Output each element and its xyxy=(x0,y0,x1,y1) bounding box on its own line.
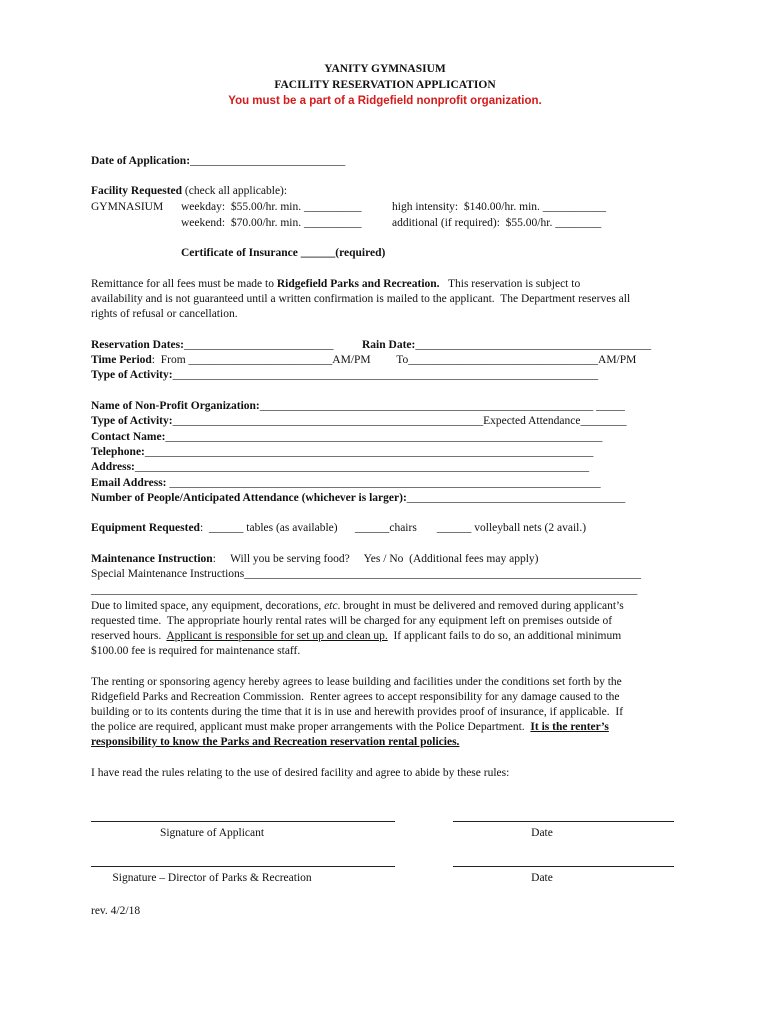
maintenance-label: Maintenance Instruction xyxy=(91,553,213,565)
maintenance-row xyxy=(91,552,538,566)
rain-date-field[interactable]: _________________________________________ xyxy=(415,339,652,351)
attendance-row xyxy=(91,491,625,505)
limited-space-line-1 xyxy=(91,599,624,613)
remittance-text: Remittance for all fees must be made to xyxy=(91,278,277,290)
additional-rate-field[interactable]: additional (if required): $55.00/hr. ________ xyxy=(392,217,602,229)
telephone-field[interactable]: ______________________________________________________________________________ xyxy=(144,446,594,458)
activity-type-field[interactable]: __________________________________________________________________________ xyxy=(172,369,599,381)
remittance-text-post: This reservation is subject to xyxy=(439,278,581,290)
attendance-label: Number of People/Anticipated Attendance (whichever is larger): xyxy=(91,492,407,504)
org-name-row xyxy=(91,399,625,413)
reservation-dates-label: Reservation Dates: xyxy=(91,339,184,351)
email-row xyxy=(91,476,601,490)
telephone-label: Telephone: xyxy=(91,446,145,458)
facility-requested-row xyxy=(91,184,287,198)
contact-name-row xyxy=(91,430,602,444)
director-date-label: Date xyxy=(531,872,553,884)
special-maintenance-field[interactable]: Special Maintenance Instructions_____________________________________________________________________ xyxy=(91,568,642,580)
equipment-field[interactable]: : ______ tables (as available) ______chairs ______ volleyball nets (2 avail.) xyxy=(199,522,587,534)
date-of-application-field[interactable]: ___________________________ xyxy=(190,155,346,167)
renter-responsibility-end: responsibility to know the Parks and Recreation reservation rental policies. xyxy=(91,736,460,748)
limited-space-text: Due to limited space, any equipment, decorations, xyxy=(91,600,325,612)
contact-name-label: Contact Name: xyxy=(91,431,166,443)
weekend-rate-field[interactable]: weekend: $70.00/hr. min. __________ xyxy=(181,217,362,229)
org-activity-row xyxy=(91,414,626,428)
limited-space-line-2: requested time. The appropriate hourly rental rates will be charged for any equipment left on premises outside of xyxy=(91,615,613,627)
agreement-line-4-pre: the police are required, applicant must make proper arrangements with the Police Department. xyxy=(91,721,531,733)
renter-responsibility-start: It is the renter’s xyxy=(530,721,609,733)
remittance-line-1 xyxy=(91,277,580,291)
limited-space-line-3-post: If applicant fails to do so, an additional minimum xyxy=(387,630,622,642)
rules-statement: I have read the rules relating to the use of desired facility and agree to abide by these rules: xyxy=(91,767,510,779)
attendance-field[interactable]: ______________________________________ xyxy=(406,492,626,504)
limited-space-text-post: . brought in must be delivered and removed during applicant’s xyxy=(337,600,624,612)
setup-cleanup-notice: Applicant is responsible for set up and clean up. xyxy=(166,630,388,642)
director-signature-line[interactable] xyxy=(91,866,395,867)
address-label: Address: xyxy=(91,461,135,473)
date-of-application-row xyxy=(91,154,345,168)
facility-requested-hint: (check all applicable): xyxy=(182,185,288,197)
rain-date-row xyxy=(362,338,651,352)
org-name-field[interactable]: __________________________________________________________ _____ xyxy=(259,400,625,412)
reservation-dates-field[interactable]: __________________________ xyxy=(183,339,334,351)
high-intensity-rate-field[interactable]: high intensity: $140.00/hr. min. ___________ xyxy=(392,201,607,213)
agreement-line-3: building or to its contents during the time that it is in use and herewith provides proof of insurance, if applicable. If xyxy=(91,706,624,718)
applicant-date-label: Date xyxy=(531,827,553,839)
email-field[interactable]: ___________________________________________________________________________ xyxy=(166,477,601,489)
limited-space-line-4: $100.00 fee is required for maintenance staff. xyxy=(91,645,301,657)
applicant-signature-line[interactable] xyxy=(91,821,395,822)
rain-date-label: Rain Date: xyxy=(362,339,416,351)
serving-food-field[interactable]: : Will you be serving food? Yes / No (Additional fees may apply) xyxy=(212,553,539,565)
time-period-label: Time Period xyxy=(91,354,152,366)
address-field[interactable]: _______________________________________________________________________________ xyxy=(134,461,590,473)
agreement-line-2: Ridgefield Parks and Recreation Commission. Renter agrees to accept responsibility for any damage caused to the xyxy=(91,691,620,703)
activity-type-label: Type of Activity: xyxy=(91,369,173,381)
remittance-payee: Ridgefield Parks and Recreation. xyxy=(276,278,440,290)
agreement-line-1: The renting or sponsoring agency hereby agrees to lease building and facilities under the conditions set forth by the xyxy=(91,676,622,688)
special-maintenance-field-2[interactable]: _______________________________________________________________________________________________ xyxy=(91,584,638,596)
time-period-row xyxy=(91,353,636,367)
email-label: Email Address: xyxy=(91,477,167,489)
agreement-line-4 xyxy=(91,720,609,734)
telephone-row xyxy=(91,445,593,459)
document-title: YANITY GYMNASIUM xyxy=(324,63,446,75)
certificate-of-insurance-field[interactable]: Certificate of Insurance ______(required) xyxy=(181,247,386,259)
applicant-date-line[interactable] xyxy=(453,821,674,822)
remittance-line-2: availability and is not guaranteed until a written confirmation is mailed to the applicant. The Department reserves all xyxy=(91,293,631,305)
activity-type-row xyxy=(91,368,598,382)
reservation-dates-row xyxy=(91,338,333,352)
director-signature-label: Signature – Director of Parks & Recreation xyxy=(112,872,312,884)
org-name-label: Name of Non-Profit Organization: xyxy=(91,400,260,412)
eligibility-notice: You must be a part of a Ridgefield nonprofit organization. xyxy=(228,95,542,107)
director-date-line[interactable] xyxy=(453,866,674,867)
org-activity-field[interactable]: ______________________________________________________Expected Attendance________ xyxy=(172,415,627,427)
gymnasium-label: GYMNASIUM xyxy=(91,201,164,213)
contact-name-field[interactable]: ____________________________________________________________________________ xyxy=(165,431,603,443)
limited-space-etc: etc xyxy=(324,600,338,612)
address-row xyxy=(91,460,589,474)
document-subtitle: FACILITY RESERVATION APPLICATION xyxy=(274,79,496,91)
limited-space-line-3-pre: reserved hours. xyxy=(91,630,167,642)
applicant-signature-label: Signature of Applicant xyxy=(159,827,265,839)
weekday-rate-field[interactable]: weekday: $55.00/hr. min. __________ xyxy=(181,201,362,213)
equipment-label: Equipment Requested xyxy=(91,522,200,534)
date-of-application-label: Date of Application: xyxy=(91,155,191,167)
remittance-line-3: rights of refusal or cancellation. xyxy=(91,308,238,320)
equipment-row xyxy=(91,521,586,535)
org-activity-label: Type of Activity: xyxy=(91,415,173,427)
revision-date: rev. 4/2/18 xyxy=(91,905,141,917)
facility-requested-label: Facility Requested xyxy=(91,185,183,197)
limited-space-line-3 xyxy=(91,629,621,643)
time-period-field[interactable]: : From _________________________AM/PM To_________________________________AM/PM xyxy=(151,354,637,366)
